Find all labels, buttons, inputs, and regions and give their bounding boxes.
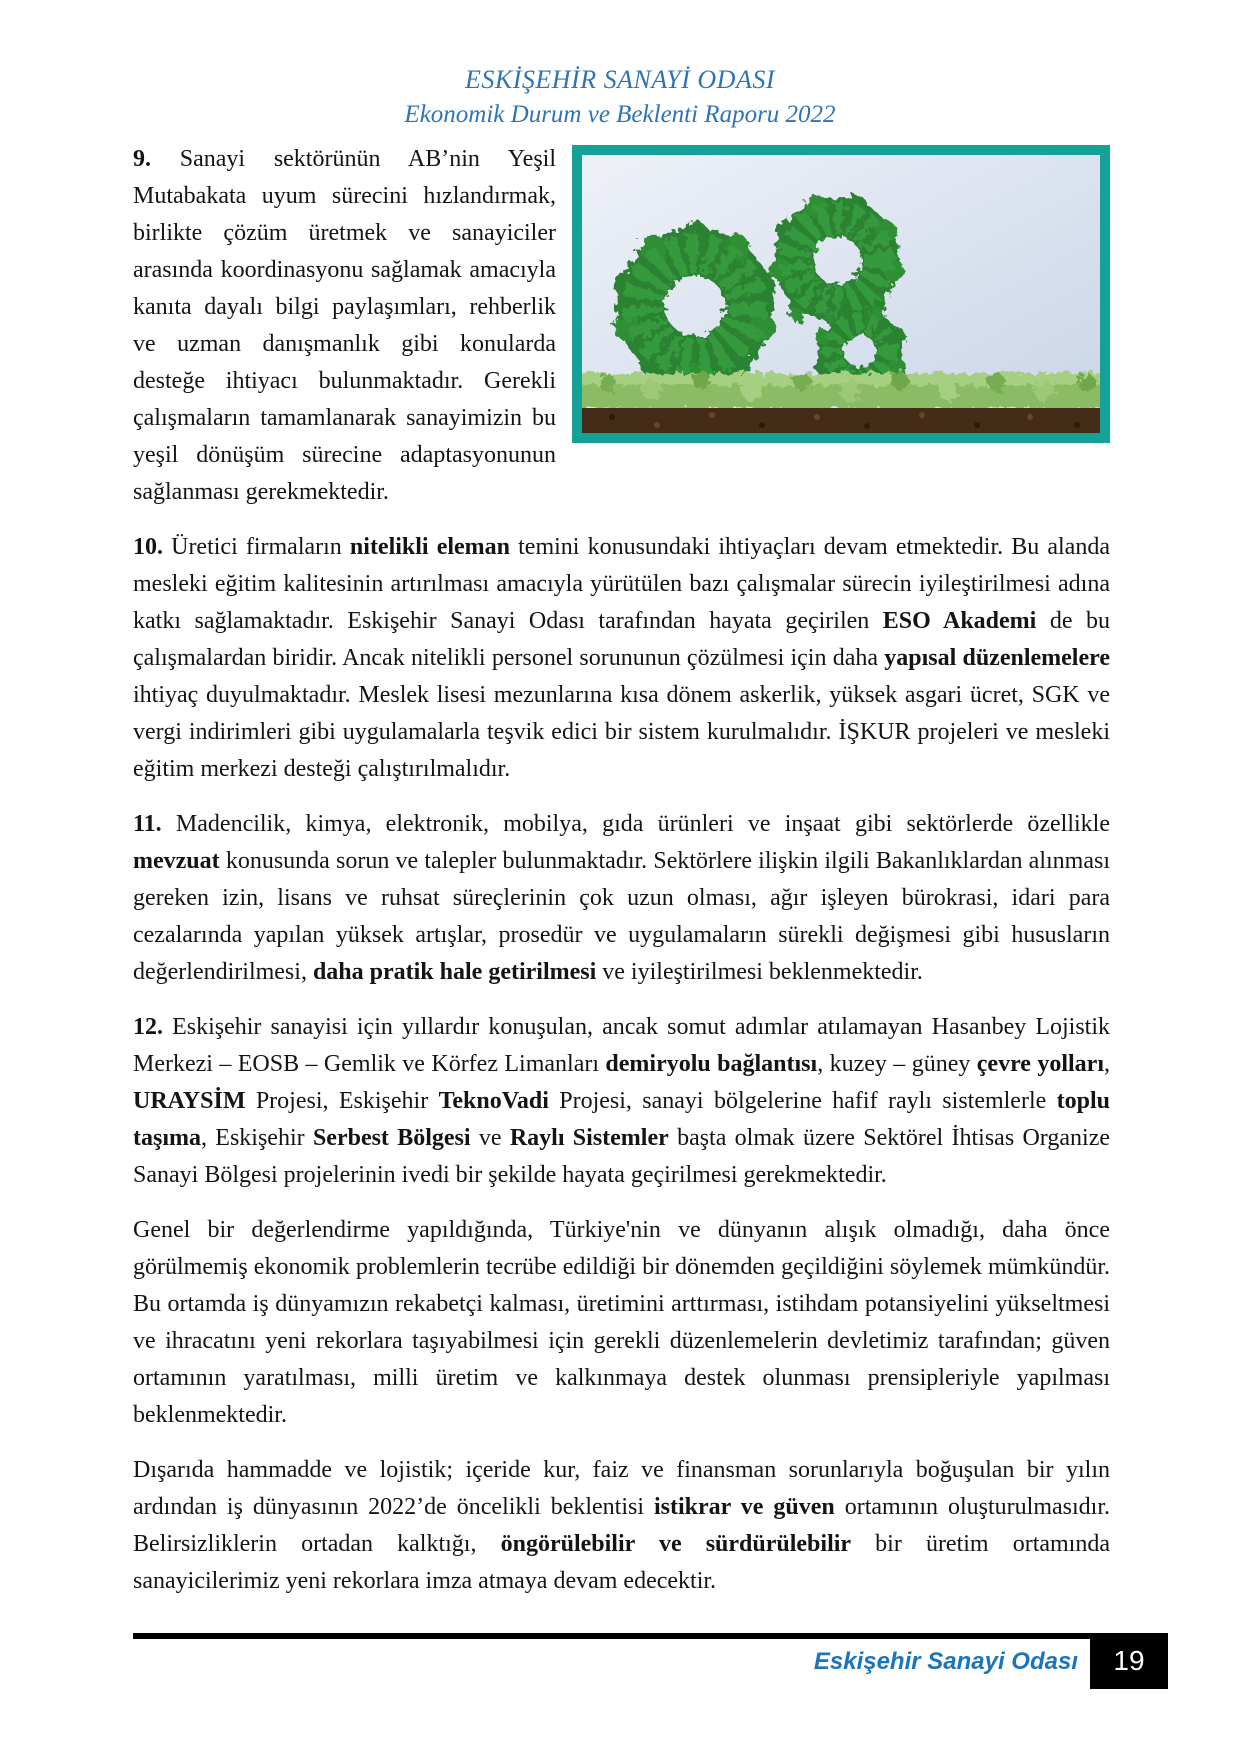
paragraph-11-text: 11. Madencilik, kimya, elektronik, mobilya, gıda ürünleri ve inşaat gibi sektörlerde özellikle mevzuat konusunda sorun ve talepler bulunmaktadır. Sektörlere ilişkin ilgili Bakanlıklardan alınması gereken izin, lisans ve ruhsat süreçlerinin çok uzun olması, ağır işleyen bürokrasi, idari para cezalarında yapılan yüksek artışlar, prosedür ve uygulamaların sürekli değişmesi gibi hususların değerlendirilmesi, daha pratik hale getirilmesi ve iyileştirilmesi beklenmektedir. bbox=[133, 811, 1110, 985]
paragraph-12-text: 12. Eskişehir sanayisi için yıllardır konuşulan, ancak somut adımlar atılamayan Hasanbey Lojistik Merkezi – EOSB – Gemlik ve Körfez Limanları demiryolu bağlantısı, kuzey – güney çevre yolları, URAYSİM Projesi, Eskişehir TeknoVadi Projesi, sanayi bölgelerine hafif raylı sistemlerle toplu taşıma, Eskişehir Serbest Bölgesi ve Raylı Sistemler başta olmak üzere Sektörel İhtisas Organize Sanayi Bölgesi projelerinin ivedi bir şekilde hayata geçirilmesi gerekmektedir. bbox=[133, 1014, 1111, 1188]
paragraph-general bbox=[133, 1212, 1110, 1434]
ground-cover bbox=[582, 372, 1100, 409]
footer-organization: Eskişehir Sanayi Odası bbox=[813, 1648, 1078, 1675]
document-body bbox=[133, 141, 1110, 1618]
page-number-box bbox=[1090, 1633, 1168, 1689]
paragraph-10 bbox=[133, 529, 1110, 788]
paragraph-general-text: Genel bir değerlendirme yapıldığında, Türkiye'nin ve dünyanın alışık olmadığı, daha önce görülmemiş ekonomik problemlerin tecrübe edildiği bir dönemden geçildiğini söylemek mümkündür. Bu ortamda iş dünyamızın rekabetçi kalması, üretimini arttırması, istihdam potansiyelini yükseltmesi ve ihracatını yeni rekorlara taşıyabilmesi için gerekli düzenlemelerin devletimiz tarafından; güven ortamının yaratılması, milli üretim ve kalkınmaya destek olunması prensipleriyle yapılması beklenmektedir. bbox=[133, 1217, 1110, 1428]
paragraph-11 bbox=[133, 806, 1110, 991]
footer-rule bbox=[133, 1633, 1168, 1639]
soil-band bbox=[582, 408, 1100, 433]
report-subtitle: Ekonomik Durum ve Beklenti Raporu 2022 bbox=[404, 101, 836, 128]
paragraph-9-text: 9. Sanayi sektörünün AB’nin Yeşil Mutabakata uyum sürecini hızlandırmak, birlikte çözüm üretmek ve sanayiciler arasında koordinasyonu sağlamak amacıyla kanıta dayalı bilgi paylaşımları, rehberlik ve uzman danışmanlık gibi konularda desteğe ihtiyacı bulunmaktadır. Gerekli çalışmaların tamamlanarak sanayimizin bu yeşil dönüşüm sürecine adaptasyonunun sağlanması gerekmektedir. bbox=[133, 146, 556, 505]
report-header bbox=[0, 62, 1240, 132]
paragraph-closing-text: Dışarıda hammadde ve lojistik; içeride kur, faiz ve finansman sorunlarıyla boğuşulan bir yılın ardından iş dünyasının 2022’de öncelikli beklentisi istikrar ve güven ortamının oluşturulmasıdır. Belirsizliklerin ortadan kalktığı, öngörülebilir ve sürdürülebilir bir üretim ortamında sanayicilerimiz yeni rekorlara imza atmaya devam edecektir. bbox=[133, 1457, 1110, 1594]
paragraph-9 bbox=[133, 141, 1110, 511]
paragraph-closing bbox=[133, 1452, 1110, 1600]
page-number: 19 bbox=[1113, 1645, 1145, 1676]
green-gears-illustration bbox=[582, 155, 1100, 433]
paragraph-12 bbox=[133, 1009, 1110, 1194]
green-gears-image bbox=[572, 145, 1110, 443]
paragraph-10-text: 10. Üretici firmaların nitelikli eleman temini konusundaki ihtiyaçları devam etmektedir. Bu alanda mesleki eğitim kalitesinin artırılması amacıyla yürütülen bazı çalışmalar sürecin iyileştirilmesi adına katkı sağlamaktadır. Eskişehir Sanayi Odası tarafından hayata geçirilen ESO Akademi de bu çalışmalardan biridir. Ancak nitelikli personel sorununun çözülmesi için daha yapısal düzenlemelere ihtiyaç duyulmaktadır. Meslek lisesi mezunlarına kısa dönem askerlik, yüksek asgari ücret, SGK ve vergi indirimleri gibi uygulamalarla teşvik edici bir sistem kurulmalıdır. İŞKUR projeleri ve mesleki eğitim merkezi desteği çalıştırılmalıdır. bbox=[133, 534, 1111, 782]
report-title: ESKİŞEHİR SANAYİ ODASI bbox=[465, 65, 775, 94]
